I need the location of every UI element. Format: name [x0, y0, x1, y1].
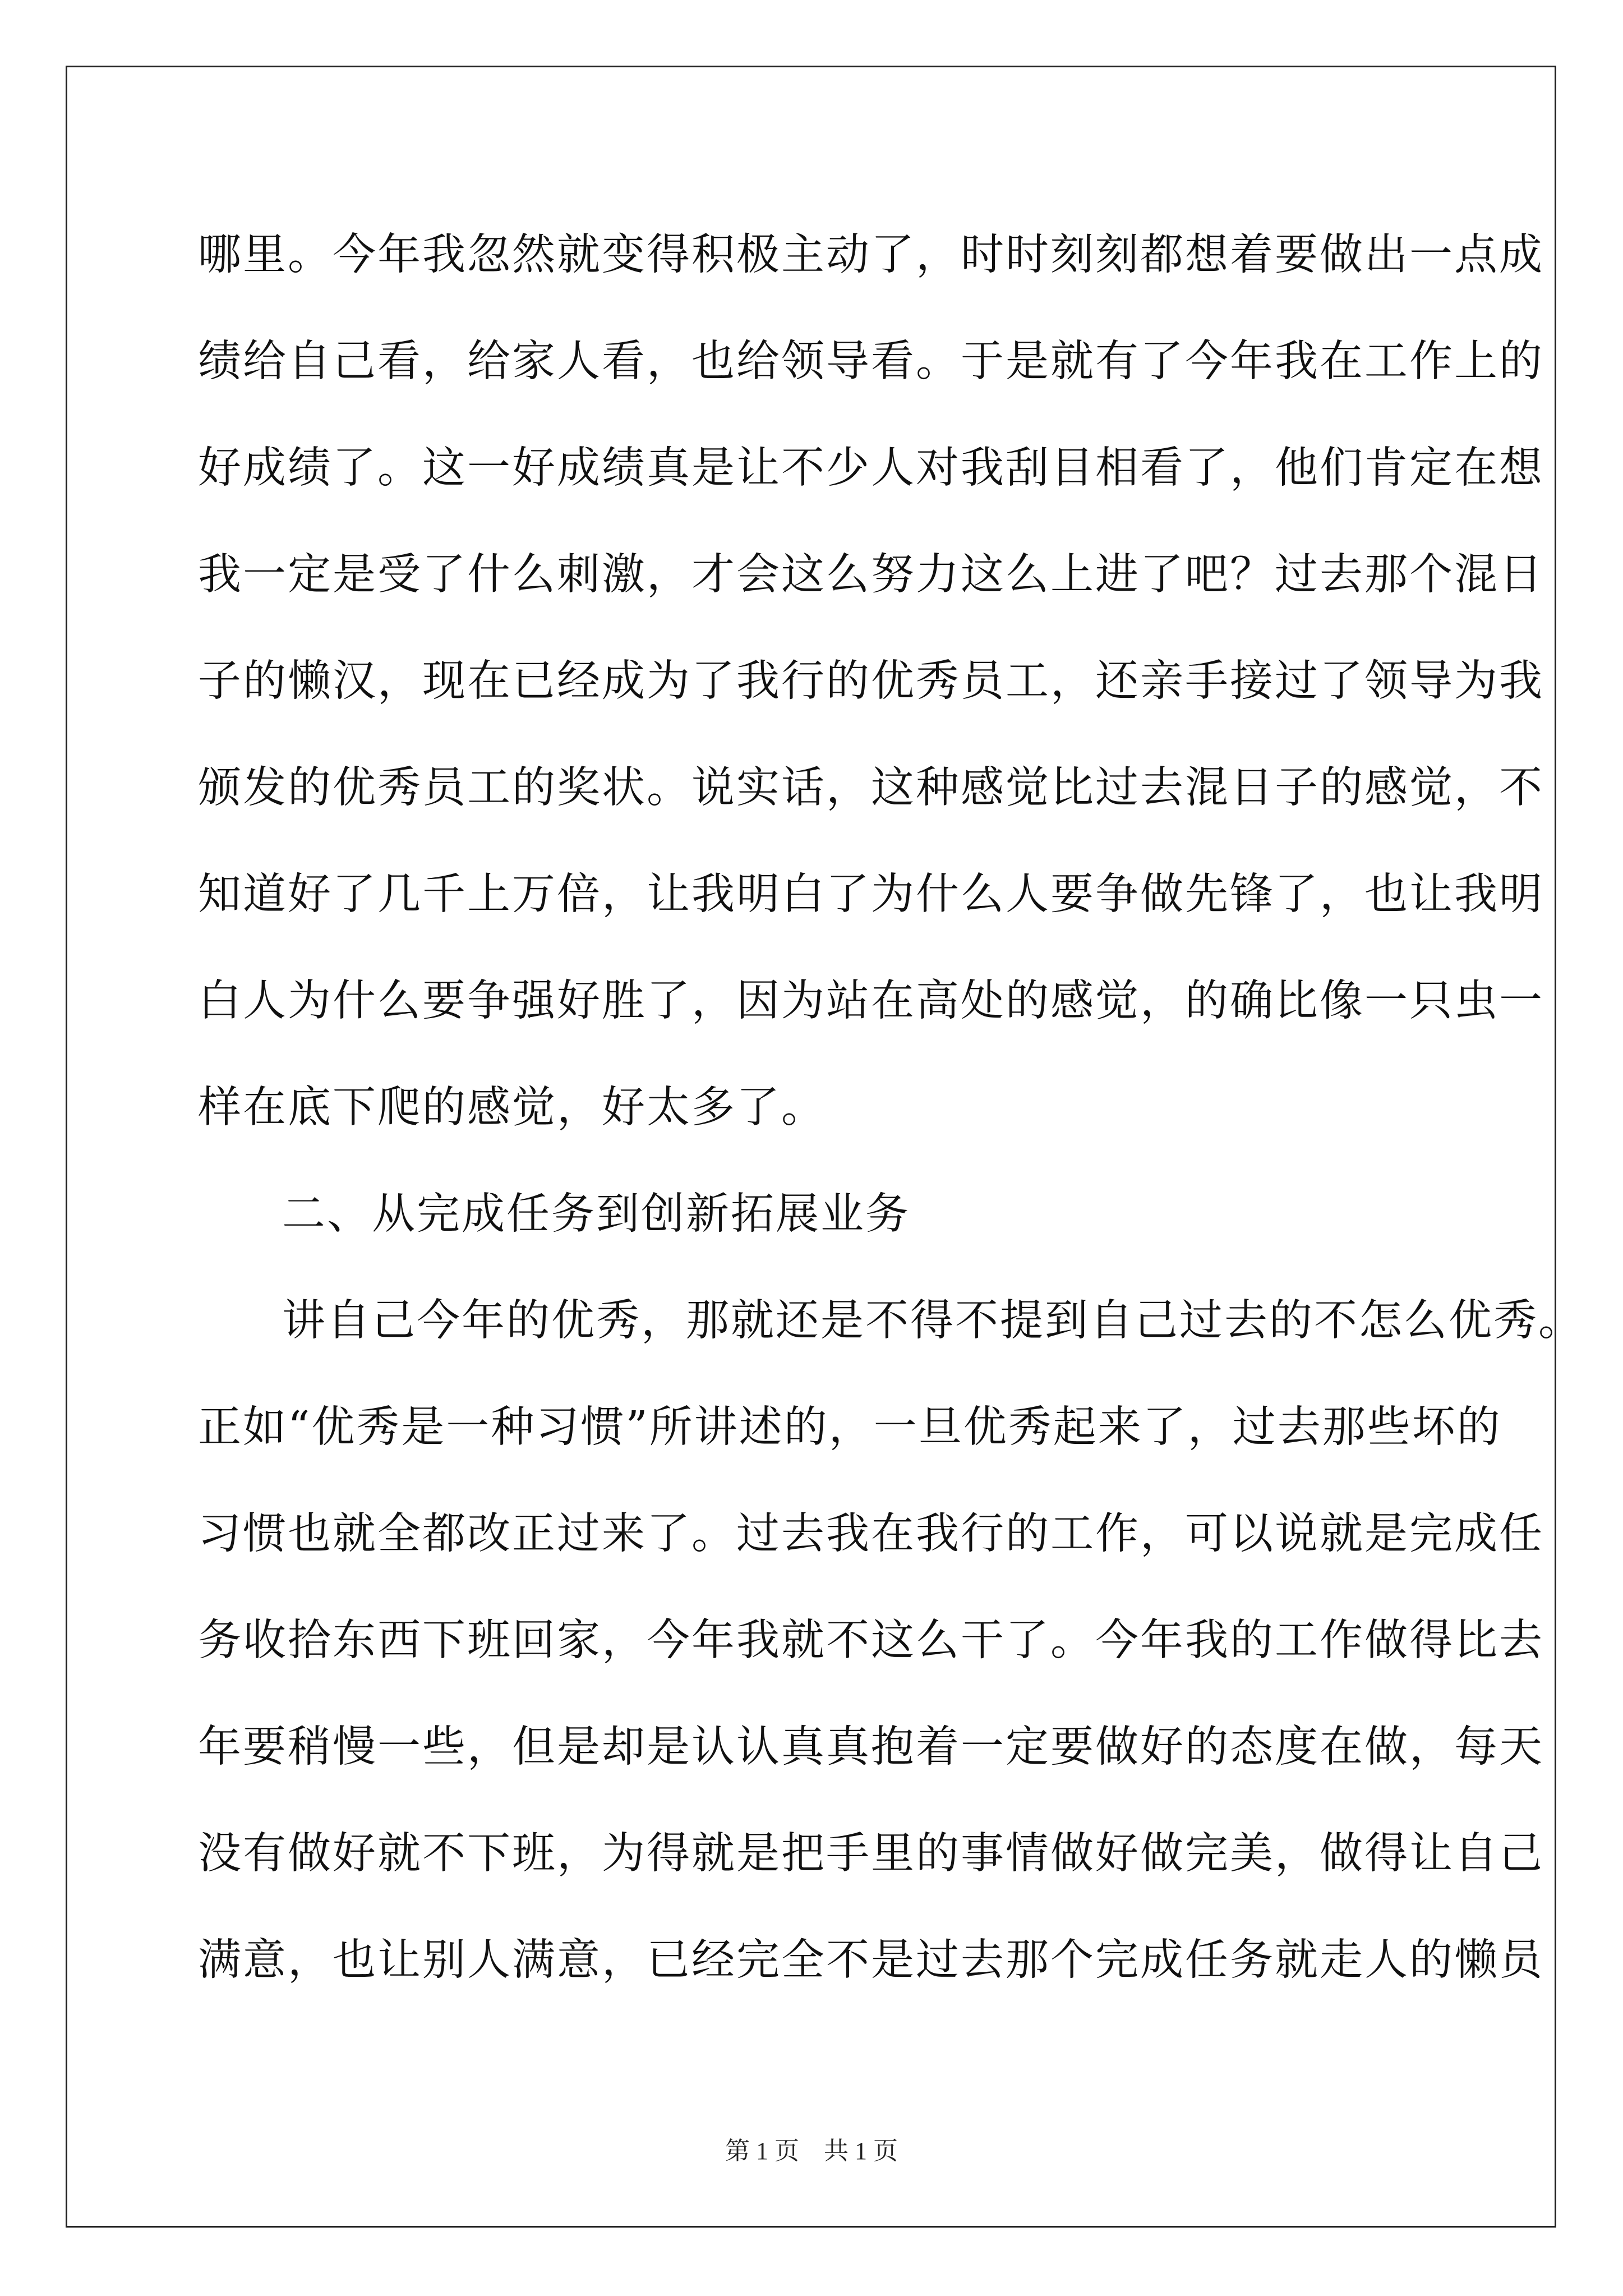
text-line: 满意，也让别人满意，已经完全不是过去那个完成任务就走人的懒员	[198, 1935, 1544, 1985]
paragraph-first-line: 讲自己今年的优秀，那就还是不得不提到自己过去的不怎么优秀。	[282, 1296, 1583, 1346]
section-heading: 二、从完成任务到创新拓展业务	[282, 1189, 910, 1239]
text-line: 没有做好就不下班，为得就是把手里的事情做好做完美，做得让自己	[198, 1829, 1544, 1879]
text-line: 正如“优秀是一种习惯”所讲述的，一旦优秀起来了，过去那些坏的	[198, 1402, 1502, 1452]
text-line: 样在底下爬的感觉，好太多了。	[198, 1083, 826, 1133]
text-line: 好成绩了。这一好成绩真是让不少人对我刮目相看了，他们肯定在想	[198, 443, 1544, 493]
text-line: 白人为什么要争强好胜了，因为站在高处的感觉，的确比像一只虫一	[198, 976, 1544, 1026]
text-line: 年要稍慢一些，但是却是认认真真抱着一定要做好的态度在做，每天	[198, 1722, 1544, 1772]
text-line: 绩给自己看，给家人看，也给领导看。于是就有了今年我在工作上的	[198, 337, 1544, 386]
page-number-footer: 第 1 页 共 1 页	[725, 2137, 898, 2165]
text-line: 务收拾东西下班回家，今年我就不这么干了。今年我的工作做得比去	[198, 1616, 1544, 1665]
text-line: 颁发的优秀员工的奖状。说实话，这种感觉比过去混日子的感觉，不	[198, 763, 1544, 813]
text-line: 我一定是受了什么刺激，才会这么努力这么上进了吧？过去那个混日	[198, 550, 1544, 600]
text-line: 习惯也就全都改正过来了。过去我在我行的工作，可以说就是完成任	[198, 1509, 1544, 1559]
text-line: 知道好了几千上万倍，让我明白了为什么人要争做先锋了，也让我明	[198, 869, 1544, 919]
text-line: 子的懒汉，现在已经成为了我行的优秀员工，还亲手接过了领导为我	[198, 656, 1544, 706]
text-line: 哪里。今年我忽然就变得积极主动了，时时刻刻都想着要做出一点成	[198, 230, 1544, 280]
